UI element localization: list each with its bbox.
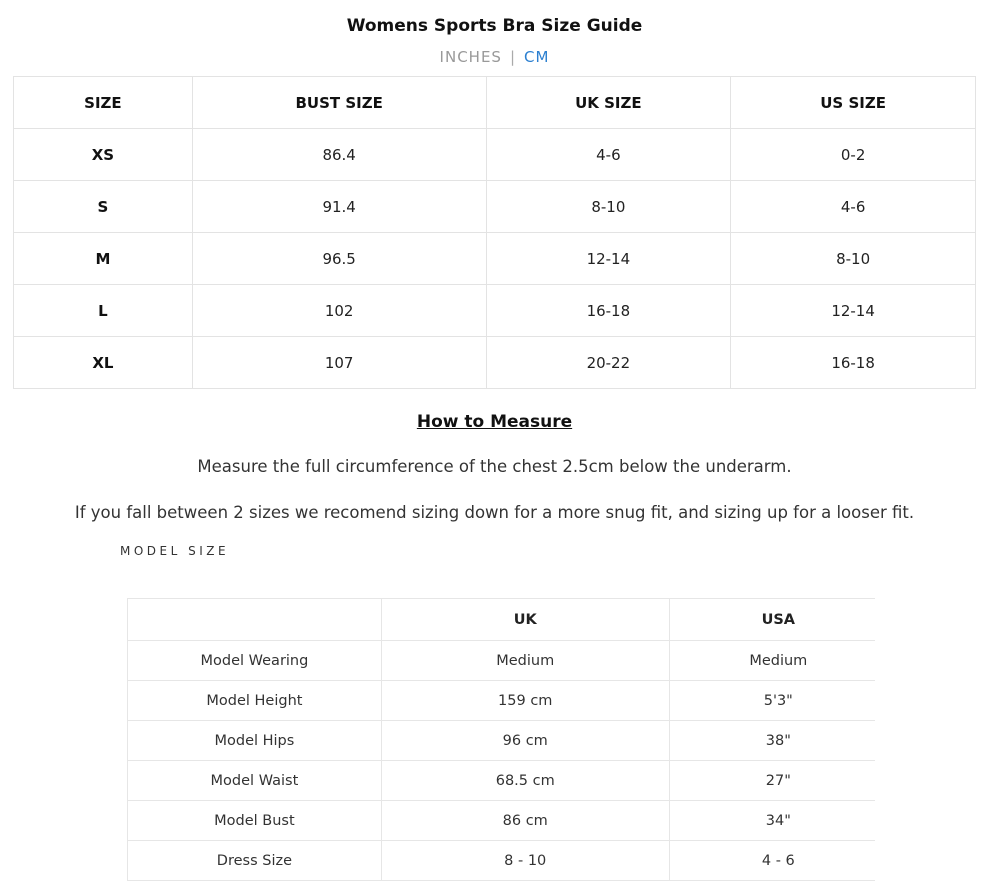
model-size-table (127, 598, 887, 881)
table-cell: 96 cm (381, 721, 669, 761)
table-cell: 34" (669, 801, 887, 841)
table-row (14, 233, 976, 285)
table-row (128, 641, 888, 681)
table-row (128, 721, 888, 761)
header-blank (128, 599, 382, 641)
how-to-measure-heading: How to Measure (416, 412, 573, 432)
table-header-row (14, 77, 976, 129)
table-cell: 96.5 (192, 233, 486, 285)
table-cell: 68.5 cm (381, 761, 669, 801)
table-cell: 0-2 (731, 129, 976, 181)
table-cell: Model Height (128, 681, 382, 721)
table-cell: 8-10 (486, 181, 731, 233)
header-uk: UK SIZE (486, 77, 731, 129)
table-cell: Dress Size (128, 841, 382, 881)
page-title: Womens Sports Bra Size Guide (346, 16, 643, 36)
table-cell: 8 - 10 (381, 841, 669, 881)
table-header-row (128, 599, 888, 641)
table-cell: 4-6 (731, 181, 976, 233)
table-cell: XL (14, 337, 193, 389)
table-cell: 91.4 (192, 181, 486, 233)
table-cell: 12-14 (731, 285, 976, 337)
table-row (128, 681, 888, 721)
table-cell: 86 cm (381, 801, 669, 841)
table-cell: 27" (669, 761, 887, 801)
table-cell: Model Waist (128, 761, 382, 801)
table-cell: 159 cm (381, 681, 669, 721)
table-cell: 5'3" (669, 681, 887, 721)
table-cell: Model Wearing (128, 641, 382, 681)
table-row (128, 841, 888, 881)
table-clip (875, 590, 989, 890)
header-uk: UK (381, 599, 669, 641)
header-bust: BUST SIZE (192, 77, 486, 129)
table-cell: Model Bust (128, 801, 382, 841)
table-cell: 20-22 (486, 337, 731, 389)
table-cell: Medium (381, 641, 669, 681)
table-row (14, 181, 976, 233)
table-row (14, 129, 976, 181)
table-cell: 4-6 (486, 129, 731, 181)
unit-separator: | (509, 48, 517, 66)
header-size: SIZE (14, 77, 193, 129)
table-cell: 8-10 (731, 233, 976, 285)
table-cell: 4 - 6 (669, 841, 887, 881)
table-row (128, 801, 888, 841)
table-cell: 102 (192, 285, 486, 337)
table-cell: 38" (669, 721, 887, 761)
size-table (13, 76, 976, 389)
table-row (14, 285, 976, 337)
table-cell: M (14, 233, 193, 285)
unit-toggle (0, 48, 989, 66)
table-cell: 16-18 (486, 285, 731, 337)
model-size-label: MODEL SIZE (120, 544, 230, 558)
measure-instruction: Measure the full circumference of the chest 2.5cm below the underarm. (197, 457, 792, 476)
cm-toggle[interactable]: CM (524, 48, 550, 66)
table-row (128, 761, 888, 801)
header-usa: USA (669, 599, 887, 641)
table-cell: L (14, 285, 193, 337)
table-row (14, 337, 976, 389)
table-cell: Model Hips (128, 721, 382, 761)
fit-advice: If you fall between 2 sizes we recomend sizing down for a more snug fit, and sizing up for a looser fit. (74, 503, 915, 522)
table-cell: S (14, 181, 193, 233)
table-cell: 12-14 (486, 233, 731, 285)
table-cell: XS (14, 129, 193, 181)
table-cell: Medium (669, 641, 887, 681)
table-cell: 16-18 (731, 337, 976, 389)
table-cell: 86.4 (192, 129, 486, 181)
inches-toggle[interactable]: INCHES (439, 48, 502, 66)
table-cell: 107 (192, 337, 486, 389)
header-us: US SIZE (731, 77, 976, 129)
